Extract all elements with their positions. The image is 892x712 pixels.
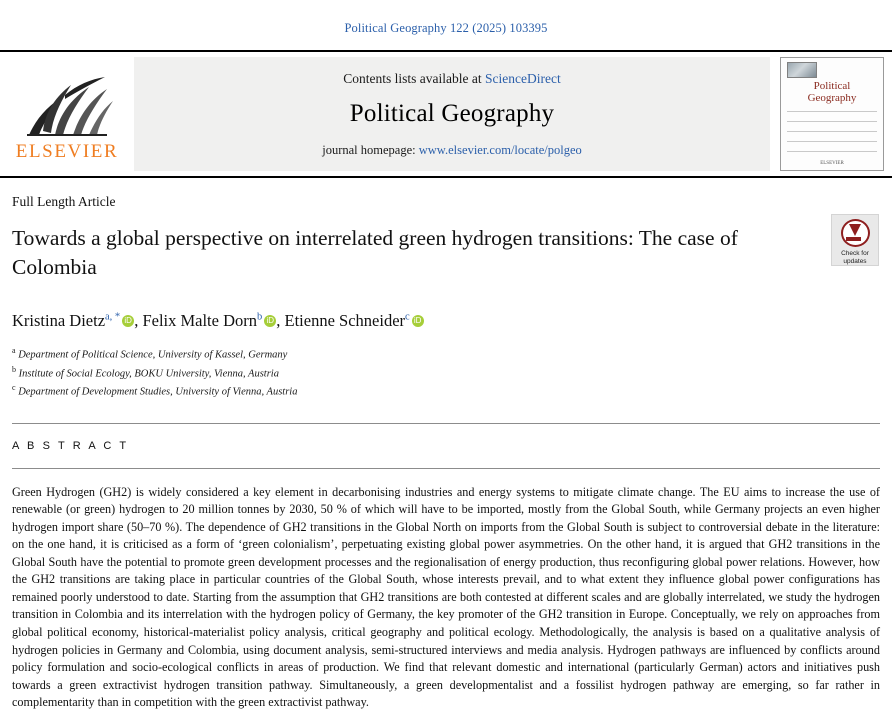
page-title: Towards a global perspective on interrelated green hydrogen transitions: The case of Colombia [12,226,738,279]
journal-homepage-link[interactable]: www.elsevier.com/locate/polgeo [418,142,582,157]
author-item [142,311,276,330]
crossmark-check-for-updates[interactable] [831,214,879,266]
cover-footer: ELSEVIER [820,161,844,166]
author-item [12,311,134,330]
affiliation-text: Department of Development Studies, University of Vienna, Austria [18,386,298,398]
crossmark-icon [841,219,870,247]
journal-title: Political Geography [349,99,555,127]
elsevier-wordmark: ELSEVIER [15,141,119,162]
orcid-icon[interactable] [412,315,424,327]
orcid-icon[interactable] [264,315,276,327]
affiliation-label: a [12,346,16,356]
divider-bottom [12,468,880,469]
author-affiliation-marks: b [257,311,263,323]
article-type: Full Length Article [12,194,116,209]
affiliation-text: Institute of Social Ecology, BOKU University, Vienna, Austria [18,368,279,380]
author-separator: , [276,311,285,331]
homepage-line [322,143,582,158]
author-separator: , [134,311,143,331]
affiliation-item [12,382,880,400]
author-name: Kristina Dietz [12,311,106,331]
affiliation-label: c [12,383,16,393]
cover-title: Political Geography [807,80,857,105]
affiliation-text: Department of Political Science, University of Kassel, Germany [18,349,288,361]
author-list [12,311,880,331]
cover-text-lines [787,111,877,161]
contents-prefix: Contents lists available at [343,70,485,86]
affiliation-item [12,345,880,363]
running-head: Political Geography 122 (2025) 103395 [344,21,548,35]
author-affiliation-marks: a, * [105,311,121,323]
journal-band [134,57,770,171]
author-name: Felix Malte Dorn [142,311,258,331]
homepage-prefix: journal homepage: [322,142,419,157]
author-item [285,311,424,330]
affiliation-list [12,345,880,400]
abstract-text: Green Hydrogen (GH2) is widely considered a key element in decarbonising industries and energy systems to mitigate climate change. The EU aims to increase the use of renewable (or green) hydrogen to 20 million tonnes by 2030, 50 % of which will have to be imported, mostly from the Global South, while Germany projects an even higher hydrogen import share (50–70 %). The dependence of GH2 transitions in the Global North on imports from the Global South is subject to controversial debate in the literature: on the one hand, it is criticised as a form of ‘green colonialism’, perpetuating existing global power asymmetries. On the other hand, it is argued that GH2 transitions in the Global South have the potential to promote green development processes and the regionalisation of energy production, thus reconfiguring global power relations. However, how the GH2 transitions are taking place in particular countries of the Global South, whose interests prevail, and to what extent they influence global power configurations has remained poorly understood to date. Starting from the assumption that GH2 transitions are both contested at different scales and are globally interrelated, we study the hydrogen transition in Colombia and its interrelation with the hydrogen policy of Germany, the key promoter of the GH2 transition in Europe. Conceptually, we rely on approaches from global political economy, historical-materialist policy analysis, critical geography and political ecology. Methodologically, the analysis is based on a qualitative analysis of hydrogen policies in Germany and Colombia, using document analysis, semi-structured interviews and media analysis. Hydrogen pathways are influenced by conflicts around policy formulation and socio-ecological conflicts in areas of production. We find that relevant domestic and international (particularly German) actors and initiatives push towards a green extractivist hydrogen transition pathway. Simultaneously, a green developmentalist and a fossilist hydrogen pathway are emerging, so far rather in complementarity than in competition with the green extractivist pathway. [12,484,880,710]
sciencedirect-link[interactable]: ScienceDirect [485,70,561,86]
orcid-icon[interactable] [122,315,134,327]
cover-photo-image [787,62,817,78]
author-name: Etienne Schneider [284,311,406,331]
divider-top [12,423,880,424]
elsevier-tree-icon [19,65,115,139]
journal-masthead [0,50,892,178]
elsevier-logo [8,57,126,171]
affiliation-label: b [12,364,16,374]
affiliation-item [12,364,880,382]
author-affiliation-marks: c [405,311,410,323]
journal-cover-thumbnail [780,57,884,171]
contents-line [343,71,560,87]
check-updates-label: Check for updates [841,250,869,265]
abstract-heading: A B S T R A C T [12,439,129,452]
article-header [0,194,892,401]
